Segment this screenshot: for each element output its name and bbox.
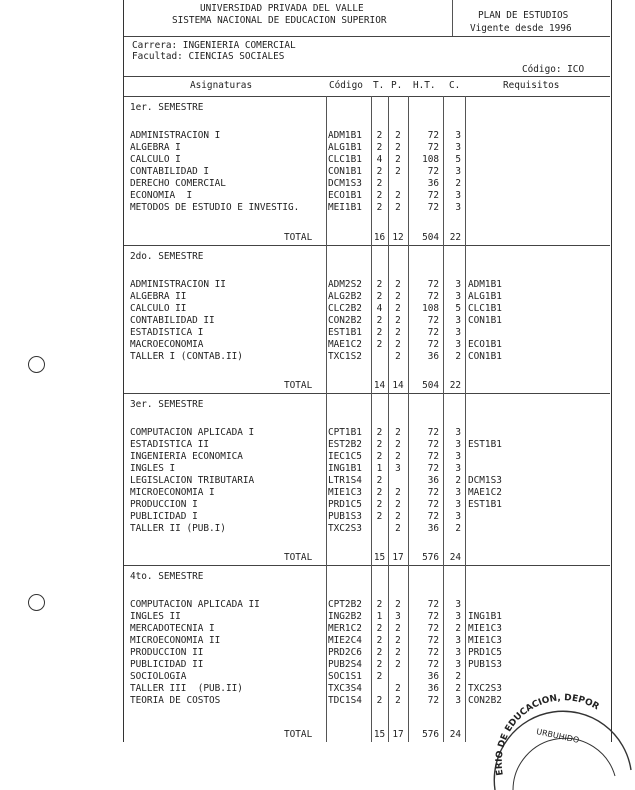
course-p: 2 xyxy=(395,130,401,141)
course-p: 2 xyxy=(395,487,401,498)
course-c: 2 xyxy=(455,671,461,682)
course-t: 4 xyxy=(376,154,383,165)
total-ht: 576 xyxy=(422,729,439,740)
col-header-p: P. xyxy=(391,80,403,91)
course-requisito: DCM1S3 xyxy=(468,475,502,486)
total-ht: 576 xyxy=(422,552,439,563)
course-c: 3 xyxy=(455,291,461,302)
course-c: 3 xyxy=(455,142,461,153)
course-t: 2 xyxy=(376,451,383,462)
total-ht: 504 xyxy=(422,380,439,391)
course-name: ESTADISTICA II xyxy=(130,439,210,450)
punch-hole xyxy=(28,356,45,373)
total-t: 14 xyxy=(373,380,386,391)
course-name: COMPUTACION APLICADA I xyxy=(130,427,255,438)
course-t: 2 xyxy=(376,659,383,670)
total-label: TOTAL xyxy=(284,380,313,391)
col-header-requisitos: Requisitos xyxy=(503,80,560,91)
course-requisito: ING1B1 xyxy=(468,611,502,622)
course-name: SOCIOLOGIA xyxy=(130,671,187,682)
semester-divider xyxy=(124,393,610,394)
course-p: 2 xyxy=(395,683,401,694)
course-c: 2 xyxy=(455,623,461,634)
plan-label: PLAN DE ESTUDIOS xyxy=(478,10,569,21)
course-ht: 72 xyxy=(427,166,439,177)
course-requisito: CLC1B1 xyxy=(468,303,502,314)
course-t: 1 xyxy=(376,611,383,622)
total-c: 22 xyxy=(449,232,461,243)
course-code: IEC1C5 xyxy=(328,451,362,462)
total-p: 12 xyxy=(392,232,404,243)
course-name: CONTABILIDAD II xyxy=(130,315,215,326)
course-p: 2 xyxy=(395,623,401,634)
total-c: 22 xyxy=(449,380,461,391)
course-t: 2 xyxy=(376,623,383,634)
course-code: EST2B2 xyxy=(328,439,362,450)
course-c: 2 xyxy=(455,683,461,694)
course-name: INGLES II xyxy=(130,611,181,622)
course-name: ALGEBRA I xyxy=(130,142,181,153)
course-ht: 36 xyxy=(427,683,439,694)
course-ht: 72 xyxy=(427,190,439,201)
course-ht: 72 xyxy=(427,499,439,510)
course-ht: 72 xyxy=(427,202,439,213)
course-requisito: PRD1C5 xyxy=(468,647,502,658)
course-t: 2 xyxy=(376,647,383,658)
course-name: TEORIA DE COSTOS xyxy=(130,695,221,706)
course-ht: 36 xyxy=(427,178,439,189)
course-name: MACROECONOMIA xyxy=(130,339,204,350)
header-divider xyxy=(452,0,453,36)
total-t: 15 xyxy=(373,552,386,563)
course-code: CON2B2 xyxy=(328,315,362,326)
course-name: METODOS DE ESTUDIO E INVESTIG. xyxy=(130,202,300,213)
total-ht: 504 xyxy=(422,232,439,243)
column-header-bottom-rule xyxy=(124,96,610,97)
column-rule xyxy=(326,245,327,393)
course-c: 2 xyxy=(455,178,461,189)
course-code: MIE2C4 xyxy=(328,635,362,646)
course-ht: 72 xyxy=(427,695,439,706)
stamp-inner-text: URBUHIDO xyxy=(535,727,580,745)
course-code: PRD2C6 xyxy=(328,647,362,658)
course-c: 3 xyxy=(455,327,461,338)
course-c: 3 xyxy=(455,166,461,177)
course-requisito: MIE1C3 xyxy=(468,623,502,634)
course-c: 3 xyxy=(455,339,461,350)
course-name: TALLER II (PUB.I) xyxy=(130,523,226,534)
course-t: 2 xyxy=(376,178,383,189)
course-t: 2 xyxy=(376,166,383,177)
col-header-c: C. xyxy=(449,80,461,91)
course-name: TALLER III (PUB.II) xyxy=(130,683,243,694)
course-p: 2 xyxy=(395,303,401,314)
course-ht: 36 xyxy=(427,351,439,362)
course-t: 2 xyxy=(376,427,383,438)
course-code: PUB1S3 xyxy=(328,511,362,522)
course-requisito: TXC2S3 xyxy=(468,683,502,694)
course-p: 2 xyxy=(395,659,401,670)
column-rule xyxy=(326,565,327,742)
course-c: 3 xyxy=(455,427,461,438)
course-t: 2 xyxy=(376,142,383,153)
course-ht: 72 xyxy=(427,647,439,658)
course-t: 2 xyxy=(376,202,383,213)
course-t: 2 xyxy=(376,190,383,201)
course-requisito: CON1B1 xyxy=(468,351,502,362)
course-ht: 72 xyxy=(427,142,439,153)
course-t: 2 xyxy=(376,499,383,510)
course-p: 2 xyxy=(395,142,401,153)
course-c: 3 xyxy=(455,130,461,141)
course-code: MER1C2 xyxy=(328,623,362,634)
course-p: 2 xyxy=(395,351,401,362)
total-c: 24 xyxy=(449,552,461,563)
course-name: COMPUTACION APLICADA II xyxy=(130,599,260,610)
course-code: TXC3S4 xyxy=(328,683,362,694)
total-label: TOTAL xyxy=(284,552,313,563)
course-c: 3 xyxy=(455,463,461,474)
course-code: CLC2B2 xyxy=(328,303,362,314)
course-code: ING2B2 xyxy=(328,611,362,622)
course-name: LEGISLACION TRIBUTARIA xyxy=(130,475,255,486)
course-code: ING1B1 xyxy=(328,463,362,474)
course-p: 2 xyxy=(395,327,401,338)
semester-divider xyxy=(124,245,610,246)
total-c: 24 xyxy=(449,729,461,740)
course-code: PUB2S4 xyxy=(328,659,362,670)
course-c: 3 xyxy=(455,635,461,646)
course-c: 3 xyxy=(455,202,461,213)
course-c: 3 xyxy=(455,499,461,510)
course-requisito: MIE1C3 xyxy=(468,635,502,646)
facultad-text: Facultad: CIENCIAS SOCIALES xyxy=(132,51,285,62)
course-t: 2 xyxy=(376,599,383,610)
course-ht: 72 xyxy=(427,635,439,646)
column-rule xyxy=(388,393,389,565)
course-ht: 72 xyxy=(427,611,439,622)
course-p: 2 xyxy=(395,599,401,610)
course-t: 2 xyxy=(376,339,383,350)
course-ht: 72 xyxy=(427,511,439,522)
col-header-asignaturas: Asignaturas xyxy=(190,80,253,91)
course-name: ESTADISTICA I xyxy=(130,327,204,338)
course-t: 2 xyxy=(376,291,383,302)
course-c: 3 xyxy=(455,511,461,522)
course-requisito: ECO1B1 xyxy=(468,339,502,350)
stamp-arc-text: ERIO DE EDUCACION, DEPOR xyxy=(494,693,601,777)
course-code: SOC1S1 xyxy=(328,671,362,682)
course-ht: 108 xyxy=(422,154,439,165)
course-t: 2 xyxy=(376,511,383,522)
vigente-text: Vigente desde 1996 xyxy=(470,23,572,34)
course-code: DCM1S3 xyxy=(328,178,362,189)
course-c: 3 xyxy=(455,487,461,498)
col-header-ht: H.T. xyxy=(413,80,436,91)
course-t: 2 xyxy=(376,327,383,338)
semester-title: 3er. SEMESTRE xyxy=(130,399,204,410)
total-t: 16 xyxy=(373,232,386,243)
column-rule xyxy=(465,393,466,565)
official-stamp xyxy=(485,680,635,790)
course-code: ALG1B1 xyxy=(328,142,362,153)
course-p: 2 xyxy=(395,439,401,450)
course-c: 3 xyxy=(455,451,461,462)
course-ht: 72 xyxy=(427,659,439,670)
course-code: CLC1B1 xyxy=(328,154,362,165)
course-ht: 72 xyxy=(427,327,439,338)
semester-title: 1er. SEMESTRE xyxy=(130,102,204,113)
column-rule xyxy=(326,96,327,245)
course-c: 3 xyxy=(455,647,461,658)
course-ht: 72 xyxy=(427,279,439,290)
total-p: 17 xyxy=(392,729,404,740)
course-c: 3 xyxy=(455,611,461,622)
course-requisito: ADM1B1 xyxy=(468,279,502,290)
course-c: 3 xyxy=(455,695,461,706)
course-ht: 72 xyxy=(427,291,439,302)
course-c: 3 xyxy=(455,439,461,450)
course-c: 2 xyxy=(455,351,461,362)
course-name: ALGEBRA II xyxy=(130,291,187,302)
course-p: 2 xyxy=(395,190,401,201)
course-c: 3 xyxy=(455,659,461,670)
course-ht: 72 xyxy=(427,487,439,498)
course-c: 5 xyxy=(455,154,461,165)
course-ht: 72 xyxy=(427,451,439,462)
punch-hole xyxy=(28,594,45,611)
course-p: 2 xyxy=(395,499,401,510)
course-name: PUBLICIDAD I xyxy=(130,511,198,522)
course-code: EST1B1 xyxy=(328,327,362,338)
course-c: 3 xyxy=(455,315,461,326)
course-name: CONTABILIDAD I xyxy=(130,166,210,177)
course-p: 2 xyxy=(395,279,401,290)
course-c: 2 xyxy=(455,523,461,534)
course-p: 2 xyxy=(395,635,401,646)
column-header-top-rule xyxy=(124,76,610,77)
course-name: MERCADOTECNIA I xyxy=(130,623,215,634)
course-name: DERECHO COMERCIAL xyxy=(130,178,226,189)
course-p: 2 xyxy=(395,451,401,462)
course-p: 3 xyxy=(395,463,401,474)
course-t: 2 xyxy=(376,695,383,706)
course-p: 2 xyxy=(395,695,401,706)
total-p: 14 xyxy=(392,380,404,391)
course-c: 3 xyxy=(455,190,461,201)
course-t: 2 xyxy=(376,671,383,682)
course-ht: 72 xyxy=(427,439,439,450)
course-t: 2 xyxy=(376,279,383,290)
column-rule xyxy=(326,393,327,565)
course-code: TXC1S2 xyxy=(328,351,362,362)
column-rule xyxy=(465,245,466,393)
course-name: ADMINISTRACION II xyxy=(130,279,226,290)
col-header-t: T. xyxy=(373,80,385,91)
university-name: UNIVERSIDAD PRIVADA DEL VALLE xyxy=(200,3,364,14)
course-name: CALCULO I xyxy=(130,154,181,165)
course-c: 3 xyxy=(455,599,461,610)
course-name: MICROECONOMIA II xyxy=(130,635,221,646)
course-c: 3 xyxy=(455,279,461,290)
course-code: ECO1B1 xyxy=(328,190,362,201)
course-name: PRODUCCION I xyxy=(130,499,198,510)
course-ht: 36 xyxy=(427,475,439,486)
course-requisito: PUB1S3 xyxy=(468,659,502,670)
total-t: 15 xyxy=(373,729,386,740)
semester-title: 2do. SEMESTRE xyxy=(130,251,204,262)
course-code: CON1B1 xyxy=(328,166,362,177)
course-name: TALLER I (CONTAB.II) xyxy=(130,351,243,362)
course-code: TXC2S3 xyxy=(328,523,362,534)
course-t: 1 xyxy=(376,463,383,474)
course-p: 3 xyxy=(395,611,401,622)
course-t: 2 xyxy=(376,130,383,141)
course-ht: 72 xyxy=(427,130,439,141)
course-name: ADMINISTRACION I xyxy=(130,130,221,141)
course-requisito: ALG1B1 xyxy=(468,291,502,302)
course-ht: 36 xyxy=(427,671,439,682)
course-code: MIE1C3 xyxy=(328,487,362,498)
course-c: 5 xyxy=(455,303,461,314)
course-requisito: CON2B2 xyxy=(468,695,502,706)
header-bottom-rule xyxy=(124,36,610,37)
course-code: MEI1B1 xyxy=(328,202,362,213)
course-t: 2 xyxy=(376,475,383,486)
course-c: 2 xyxy=(455,475,461,486)
course-p: 2 xyxy=(395,154,401,165)
course-name: INGENIERIA ECONOMICA xyxy=(130,451,243,462)
course-ht: 72 xyxy=(427,623,439,634)
course-p: 2 xyxy=(395,339,401,350)
course-code: CPT1B1 xyxy=(328,427,362,438)
course-code: TDC1S4 xyxy=(328,695,362,706)
carrera-text: Carrera: INGENIERIA COMERCIAL xyxy=(132,40,296,51)
course-p: 2 xyxy=(395,511,401,522)
semester-divider xyxy=(124,565,610,566)
course-p: 2 xyxy=(395,427,401,438)
course-ht: 72 xyxy=(427,339,439,350)
course-name: CALCULO II xyxy=(130,303,187,314)
course-requisito: EST1B1 xyxy=(468,439,502,450)
course-name: MICROECONOMIA I xyxy=(130,487,215,498)
course-requisito: EST1B1 xyxy=(468,499,502,510)
course-t: 4 xyxy=(376,303,383,314)
course-requisito: CON1B1 xyxy=(468,315,502,326)
column-rule xyxy=(465,565,466,742)
column-rule xyxy=(465,96,466,245)
col-header-codigo: Código xyxy=(329,80,363,91)
course-code: CPT2B2 xyxy=(328,599,362,610)
codigo-plan: Código: ICO xyxy=(522,64,585,75)
course-name: ECONOMIA I xyxy=(130,190,193,201)
total-p: 17 xyxy=(392,552,404,563)
course-ht: 72 xyxy=(427,599,439,610)
course-code: LTR1S4 xyxy=(328,475,362,486)
course-code: ADM1B1 xyxy=(328,130,362,141)
course-t: 2 xyxy=(376,635,383,646)
system-name: SISTEMA NACIONAL DE EDUCACION SUPERIOR xyxy=(172,15,387,26)
course-requisito: MAE1C2 xyxy=(468,487,502,498)
course-t: 2 xyxy=(376,487,383,498)
course-code: ALG2B2 xyxy=(328,291,362,302)
course-code: ADM2S2 xyxy=(328,279,362,290)
course-name: PRODUCCION II xyxy=(130,647,204,658)
course-t: 2 xyxy=(376,439,383,450)
course-p: 2 xyxy=(395,166,401,177)
course-name: PUBLICIDAD II xyxy=(130,659,204,670)
course-p: 2 xyxy=(395,291,401,302)
course-ht: 72 xyxy=(427,463,439,474)
course-code: PRD1C5 xyxy=(328,499,362,510)
course-p: 2 xyxy=(395,647,401,658)
semester-title: 4to. SEMESTRE xyxy=(130,571,204,582)
course-ht: 72 xyxy=(427,427,439,438)
course-ht: 72 xyxy=(427,315,439,326)
course-code: MAE1C2 xyxy=(328,339,362,350)
total-label: TOTAL xyxy=(284,729,313,740)
course-ht: 36 xyxy=(427,523,439,534)
course-p: 2 xyxy=(395,202,401,213)
course-p: 2 xyxy=(395,523,401,534)
course-t: 2 xyxy=(376,315,383,326)
total-label: TOTAL xyxy=(284,232,313,243)
course-name: INGLES I xyxy=(130,463,176,474)
course-p: 2 xyxy=(395,315,401,326)
course-ht: 108 xyxy=(422,303,439,314)
